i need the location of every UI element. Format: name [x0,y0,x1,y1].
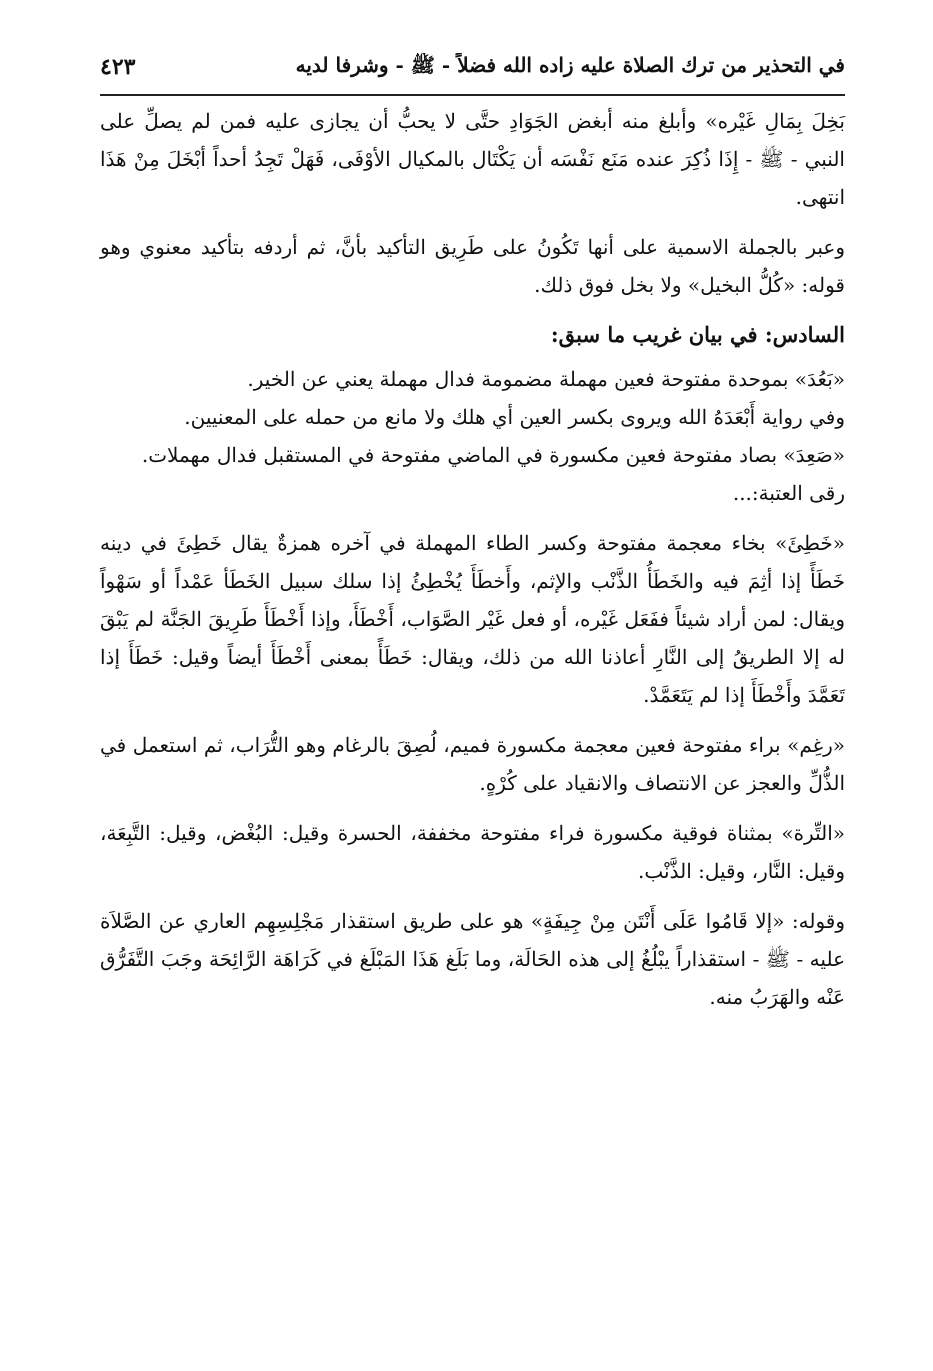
glossary-entry: «بَعُدَ» بموحدة مفتوحة فعين مهملة مضمومة فدال مهملة يعني عن الخير. [247,367,845,391]
glossary-entry: رقى العتبة:... [732,481,845,505]
section-heading: السادس: في بيان غريب ما سبق: [550,322,845,347]
glossary-entry: وفي رواية أَبْعَدَهُ الله ويروى بكسر العين أي هلك ولا مانع من حمله على المعنيين. [184,405,845,429]
glossary-entry: «التِّرة» بمثناة فوقية مكسورة فراء مفتوحة مخففة، الحسرة وقيل: البُغْض، وقيل: التَّبِعَة، وقيل: النَّار، وقيل: الذَّنْب. [100,821,845,883]
paragraph: بَخِلَ بِمَالِ غَيْره» وأبلغ منه أبغض الجَوَادِ حتَّى لا يحبُّ أن يجازى عليه فمن لم يصلِّ على النبي - ﷺ - إِذَا ذُكِرَ عنده مَنَع نَفْسَه أن يَكْتَال بالمكيال الأوْفَى، فَهَلْ تَجِدُ أحداً أبْخَلَ مِنْ هَذَا انتهى. [100,109,845,209]
glossary-entry: «صَعِدَ» بصاد مفتوحة فعين مكسورة في الماضي مفتوحة في المستقبل فدال مهملات. [141,443,845,467]
paragraph: وعبر بالجملة الاسمية على أنها تَكُونُ على طَرِيق التأكيد بأنَّ، ثم أردفه بتأكيد معنوي وهو قوله: «كُلُّ البخيل» ولا بخل فوق ذلك. [100,235,845,297]
page-number: ٤٢٣ [100,54,136,80]
page-body [100,102,845,1016]
glossary-entry: وقوله: «إلا قَامُوا عَلَى أَنْتَن مِنْ جِيفَةٍ» هو على طريق استقذار مَجْلِسِهِم العاري عن الصَّلاَة عليه - ﷺ - استقذاراً يبْلُغُ إلى هذه الحَالَة، وما بَلَغ هَذَا المَبْلَغ في كَرَاهَة الرَّائِحَة وجَبَ التَّفَرُّق عَنْه والهَرَبُ منه. [100,909,845,1009]
running-header [100,40,845,96]
document-page [100,40,845,1340]
glossary-entry: «رغِم» براء مفتوحة فعين معجمة مكسورة فميم، لُصِقَ بالرغام وهو التُّرَاب، ثم استعمل في الذُّلِّ والعجز عن الانتصاف والانقياد على كُرْهٍ. [100,733,845,795]
running-title: في التحذير من ترك الصلاة عليه زاده الله فضلاً - ﷺ - وشرفا لديه [295,52,845,77]
glossary-entry: «خَطِئَ» بخاء معجمة مفتوحة وكسر الطاء المهملة في آخره همزةٌ يقال خَطِئَ في دينه خَطَأً إذا أثِمَ فيه والخَطَأُ الذَّنْب والإثم، وأَخطَأَ يُخْطِئُ إذا سلك سبيل الخَطَأ عَمْداً أو سَهْواً ويقال: لمن أراد شيئاً ففَعَل غَيْره، أو فعل غَيْر الصَّوَاب، أَخْطَأَ، وإذا أَخْطَأَ طَرِيقَ الجَنَّة لم يَبْقَ له إلا الطريقُ إلى النَّارِ أعاذنا الله من ذلك، ويقال: خَطَأً بمعنى أَخْطَأَ أيضاً وقيل: خَطَأَ إذا تَعَمَّدَ وأَخْطَأَ إذا لم يَتَعَمَّدْ. [100,531,845,707]
